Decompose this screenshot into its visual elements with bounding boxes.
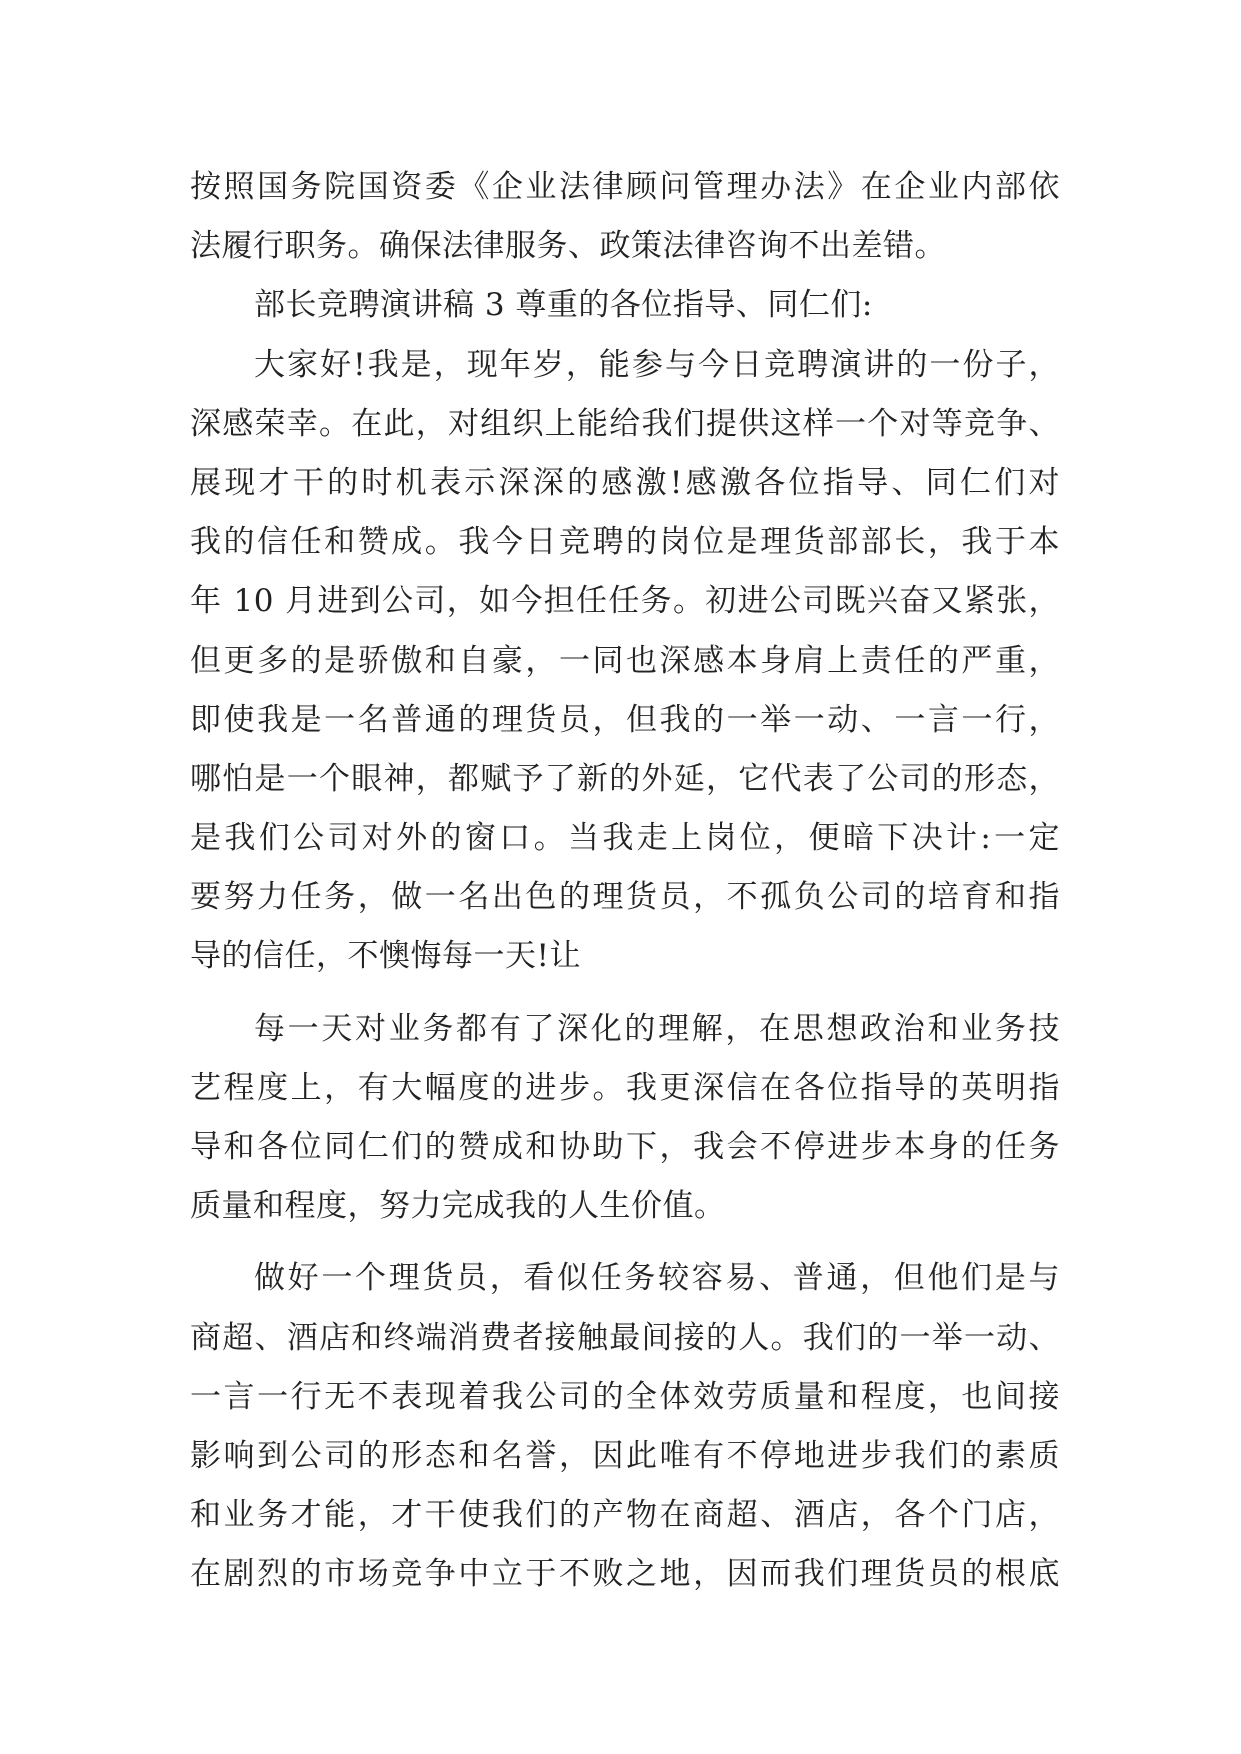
text-line: 艺程度上，有大幅度的进步。我更深信在各位指导的英明指 xyxy=(190,1069,1060,1106)
text-line: 大家好!我是，现年岁，能参与今日竞聘演讲的一份子， xyxy=(254,346,1060,383)
text-line: 哪怕是一个眼神，都赋予了新的外延，它代表了公司的形态， xyxy=(190,760,1060,797)
text-line: 商超、酒店和终端消费者接触最间接的人。我们的一举一动、 xyxy=(190,1319,1060,1356)
text-line: 质量和程度，努力完成我的人生价值。 xyxy=(190,1188,726,1225)
text-line: 是我们公司对外的窗口。当我走上岗位，便暗下决计:一定 xyxy=(190,820,1060,857)
text-line: 按照国务院国资委《企业法律顾问管理办法》在企业内部依 xyxy=(190,169,1060,205)
text-line: 导和各位同仁们的赞成和协助下，我会不停进步本身的任务 xyxy=(190,1129,1060,1165)
text-line: 在剧烈的市场竞争中立于不败之地，因而我们理货员的根底 xyxy=(190,1556,1060,1593)
text-line: 展现才干的时机表示深深的感激!感激各位指导、同仁们对 xyxy=(190,464,1060,501)
text-line: 要努力任务，做一名出色的理货员，不孤负公司的培育和指 xyxy=(190,879,1060,916)
text-line: 即使我是一名普通的理货员，但我的一举一动、一言一行， xyxy=(190,701,1060,738)
text-line: 但更多的是骄傲和自豪，一同也深感本身肩上责任的严重， xyxy=(190,642,1060,679)
text-line: 做好一个理货员，看似任务较容易、普通，但他们是与 xyxy=(254,1260,1060,1297)
text-line: 深感荣幸。在此，对组织上能给我们提供这样一个对等竞争、 xyxy=(190,405,1060,442)
text-line: 法履行职务。确保法律服务、政策法律咨询不出差错。 xyxy=(190,228,946,265)
text-line: 影响到公司的形态和名誉，因此唯有不停地进步我们的素质 xyxy=(190,1437,1060,1474)
text-line: 我的信任和赞成。我今日竞聘的岗位是理货部部长，我于本 xyxy=(190,524,1060,561)
text-line: 和业务才能，才干使我们的产物在商超、酒店，各个门店， xyxy=(190,1497,1060,1534)
text-line: 年 10 月进到公司，如今担任任务。初进公司既兴奋又紧张， xyxy=(190,583,1060,620)
text-line: 每一天对业务都有了深化的理解，在思想政治和业务技 xyxy=(254,1010,1060,1047)
body-text xyxy=(190,158,1060,1605)
text-line: 导的信任，不懊悔每一天!让 xyxy=(190,938,581,975)
text-line: 一言一行无不表现着我公司的全体效劳质量和程度，也间接 xyxy=(190,1378,1060,1415)
section-heading-line: 部长竞聘演讲稿 3 尊重的各位指导、同仁们: xyxy=(254,287,873,324)
